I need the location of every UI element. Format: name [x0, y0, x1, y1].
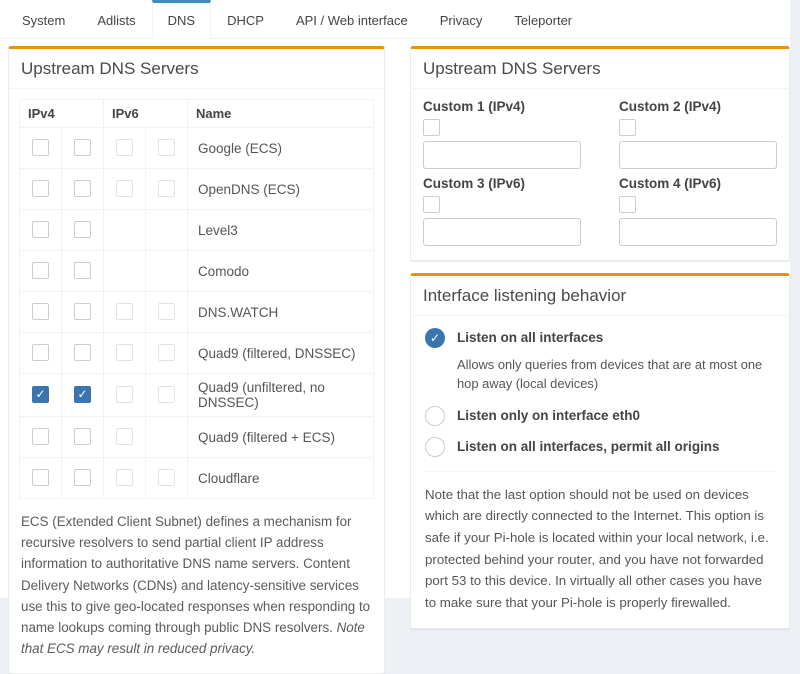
ipv4-checkbox-quad9-unfiltered-no-dnssec[interactable]: ✓: [32, 386, 49, 403]
ipv4-checkbox-cloudflare[interactable]: [74, 469, 91, 486]
ipv4-checkbox-opendns-ecs[interactable]: [74, 180, 91, 197]
cell-ipv6-2: [146, 417, 188, 458]
card-title-interface-listening: Interface listening behavior: [411, 276, 789, 316]
upstream-dns-table-body: [9, 89, 384, 673]
ipv6-checkbox-opendns-ecs[interactable]: [116, 180, 133, 197]
dns-server-row-comodo: [20, 251, 374, 292]
cell-ipv4-2: [62, 128, 104, 169]
dns-server-row-google-ecs: [20, 128, 374, 169]
custom-field-label: Custom 1 (IPv4): [423, 99, 526, 114]
listen-option-label: Listen on all interfaces: [457, 330, 604, 345]
interface-listening-card: [410, 273, 790, 629]
cell-ipv4-1: [20, 333, 62, 374]
cell-ipv6-2: [146, 333, 188, 374]
cell-ipv6-2: [146, 210, 188, 251]
ipv6-checkbox-quad9-filtered-dnssec[interactable]: [158, 344, 175, 361]
ipv4-checkbox-quad9-unfiltered-no-dnssec[interactable]: ✓: [74, 386, 91, 403]
cell-ipv6-2: [146, 128, 188, 169]
ipv6-checkbox-cloudflare[interactable]: [116, 469, 133, 486]
custom-field-label: Custom 3 (IPv6): [423, 176, 526, 191]
enable-checkbox-custom-4-ipv6[interactable]: [619, 196, 636, 213]
cell-ipv4-1: [20, 169, 62, 210]
custom-field-custom-3-ipv6: [423, 176, 581, 246]
ipv6-checkbox-quad9-unfiltered-no-dnssec[interactable]: [158, 386, 175, 403]
cell-ipv4-1: [20, 128, 62, 169]
cell-ipv4-2: [62, 374, 104, 417]
ipv6-checkbox-dns-watch[interactable]: [116, 303, 133, 320]
cell-ipv6-2: [146, 292, 188, 333]
cell-ipv6-1: [104, 417, 146, 458]
ecs-privacy-note: Note that ECS may result in reduced privacy.: [21, 619, 365, 657]
dns-server-name: Quad9 (filtered, DNSSEC): [188, 333, 374, 374]
address-input-custom-4-ipv6[interactable]: [619, 218, 777, 246]
cell-ipv6-1: [104, 458, 146, 499]
ipv4-checkbox-google-ecs[interactable]: [74, 139, 91, 156]
cell-ipv4-1: [20, 417, 62, 458]
listening-warning-note: Note that the last option should not be used on devices which are directly connected to the Internet. This option is safe if your Pi-hole is located within your local network, i.e. protected behind your router, and you have not forwarded port 53 to this device. In virtually all other cases you have to make sure that your Pi-hole is properly firewalled.: [425, 486, 769, 611]
dns-server-name: Comodo: [188, 251, 374, 292]
cell-ipv4-2: [62, 458, 104, 499]
column-header-ipv4: IPv4: [20, 100, 104, 128]
cell-ipv4-2: [62, 169, 104, 210]
enable-checkbox-custom-2-ipv4[interactable]: [619, 119, 636, 136]
cell-ipv4-1: [20, 458, 62, 499]
cell-ipv6-1: [104, 251, 146, 292]
tab-system[interactable]: System: [22, 13, 66, 28]
listen-option-listen-on-all-interfaces[interactable]: [425, 328, 775, 348]
interface-listening-body: [411, 316, 789, 628]
cell-ipv4-2: [62, 251, 104, 292]
custom-field-label: Custom 2 (IPv4): [619, 99, 722, 114]
table-header-row: [20, 100, 374, 128]
upstream-dns-table-card: [8, 46, 385, 674]
dns-server-name: OpenDNS (ECS): [188, 169, 374, 210]
dns-server-name: DNS.WATCH: [188, 292, 374, 333]
dns-server-row-level3: [20, 210, 374, 251]
listen-option-listen-only-on-interface-eth0[interactable]: [425, 406, 775, 426]
cell-ipv4-2: [62, 333, 104, 374]
dns-server-name: Level3: [188, 210, 374, 251]
cell-ipv6-1: [104, 333, 146, 374]
custom-dns-fields: [411, 89, 789, 260]
custom-upstream-dns-card: [410, 46, 790, 261]
cell-ipv4-1: [20, 292, 62, 333]
dns-server-row-quad9-filtered-dnssec: [20, 333, 374, 374]
ipv4-checkbox-quad9-filtered-ecs[interactable]: [32, 428, 49, 445]
dns-server-name: Google (ECS): [188, 128, 374, 169]
listen-option-label: Listen only on interface eth0: [457, 407, 641, 423]
ipv4-checkbox-cloudflare[interactable]: [32, 469, 49, 486]
tab-dhcp[interactable]: DHCP: [227, 13, 264, 28]
ipv6-checkbox-google-ecs[interactable]: [116, 139, 133, 156]
listen-option-description: Allows only queries from devices that are at most one hop away (local devices): [457, 357, 763, 392]
card-title-custom-upstream: Upstream DNS Servers: [411, 49, 789, 89]
ipv6-checkbox-opendns-ecs[interactable]: [158, 180, 175, 197]
cell-ipv4-1: [20, 251, 62, 292]
listen-option-label: Listen on all interfaces, permit all origins: [457, 438, 720, 454]
cell-ipv6-2: [146, 251, 188, 292]
upstream-dns-table: [19, 99, 374, 499]
cell-ipv6-2: [146, 458, 188, 499]
radio-unselected-icon[interactable]: [425, 406, 445, 426]
enable-checkbox-custom-1-ipv4[interactable]: [423, 119, 440, 136]
ipv4-checkbox-level3[interactable]: [32, 221, 49, 238]
cell-ipv4-1: [20, 374, 62, 417]
enable-checkbox-custom-3-ipv6[interactable]: [423, 196, 440, 213]
ipv4-checkbox-level3[interactable]: [74, 221, 91, 238]
cell-ipv4-2: [62, 417, 104, 458]
dns-server-name: Cloudflare: [188, 458, 374, 499]
ipv6-checkbox-quad9-filtered-dnssec[interactable]: [116, 344, 133, 361]
right-column: [410, 46, 790, 674]
dns-server-name: Quad9 (unfiltered, no DNSSEC): [188, 374, 374, 417]
cell-ipv4-1: [20, 210, 62, 251]
ipv6-checkbox-quad9-unfiltered-no-dnssec[interactable]: [116, 386, 133, 403]
ipv6-checkbox-quad9-filtered-ecs[interactable]: [116, 428, 133, 445]
cell-ipv6-1: [104, 210, 146, 251]
dns-server-row-dns-watch: [20, 292, 374, 333]
cell-ipv4-2: [62, 210, 104, 251]
ipv4-checkbox-comodo[interactable]: [74, 262, 91, 279]
ipv4-checkbox-quad9-filtered-dnssec[interactable]: [74, 344, 91, 361]
cell-ipv6-1: [104, 292, 146, 333]
dns-server-name: Quad9 (filtered + ECS): [188, 417, 374, 458]
ipv4-checkbox-dns-watch[interactable]: [32, 303, 49, 320]
divider: [425, 471, 775, 472]
tab-dns[interactable]: DNS: [152, 0, 211, 39]
custom-field-label: Custom 4 (IPv6): [619, 176, 722, 191]
column-header-ipv6: IPv6: [104, 100, 188, 128]
cell-ipv6-2: [146, 374, 188, 417]
ipv4-checkbox-comodo[interactable]: [32, 262, 49, 279]
cell-ipv6-1: [104, 169, 146, 210]
ipv4-checkbox-dns-watch[interactable]: [74, 303, 91, 320]
custom-field-custom-4-ipv6: [619, 176, 777, 246]
column-header-name: Name: [188, 100, 374, 128]
tab-teleporter[interactable]: Teleporter: [514, 13, 573, 28]
address-input-custom-3-ipv6[interactable]: [423, 218, 581, 246]
cell-ipv6-2: [146, 169, 188, 210]
radio-selected-icon[interactable]: ✓: [425, 328, 445, 348]
tab-adlists[interactable]: Adlists: [97, 13, 136, 28]
ipv6-checkbox-dns-watch[interactable]: [158, 303, 175, 320]
dns-server-row-opendns-ecs: [20, 169, 374, 210]
card-title-upstream-dns: Upstream DNS Servers: [9, 49, 384, 89]
address-input-custom-2-ipv4[interactable]: [619, 141, 777, 169]
tab-api-web-interface[interactable]: API / Web interface: [295, 13, 408, 28]
ipv4-checkbox-quad9-filtered-dnssec[interactable]: [32, 344, 49, 361]
listen-option-listen-on-all-interfaces-permit-all-origins[interactable]: [425, 437, 775, 457]
ipv6-checkbox-cloudflare[interactable]: [158, 469, 175, 486]
tab-privacy[interactable]: Privacy: [439, 13, 483, 28]
settings-tab-bar: [0, 0, 790, 39]
ipv4-checkbox-quad9-filtered-ecs[interactable]: [74, 428, 91, 445]
address-input-custom-1-ipv4[interactable]: [423, 141, 581, 169]
radio-unselected-icon[interactable]: [425, 437, 445, 457]
dns-server-row-quad9-unfiltered-no-dnssec: [20, 374, 374, 417]
ecs-explanation: [21, 511, 372, 659]
cell-ipv6-1: [104, 374, 146, 417]
panels: [0, 39, 790, 674]
ecs-explanation-text: ECS (Extended Client Subnet) defines a mechanism for recursive resolvers to send partial client IP address information to authoritative DNS name servers. Content Delivery Networks (CDNs) and latency-sensitive services use this to give geo-located responses when responding to name lookups coming through public DNS resolvers.: [21, 514, 371, 635]
ipv6-checkbox-google-ecs[interactable]: [158, 139, 175, 156]
cell-ipv6-1: [104, 128, 146, 169]
cell-ipv4-2: [62, 292, 104, 333]
custom-field-custom-1-ipv4: [423, 99, 581, 169]
ipv4-checkbox-opendns-ecs[interactable]: [32, 180, 49, 197]
ipv4-checkbox-google-ecs[interactable]: [32, 139, 49, 156]
dns-server-row-cloudflare: [20, 458, 374, 499]
dns-server-row-quad9-filtered-ecs: [20, 417, 374, 458]
custom-field-custom-2-ipv4: [619, 99, 777, 169]
